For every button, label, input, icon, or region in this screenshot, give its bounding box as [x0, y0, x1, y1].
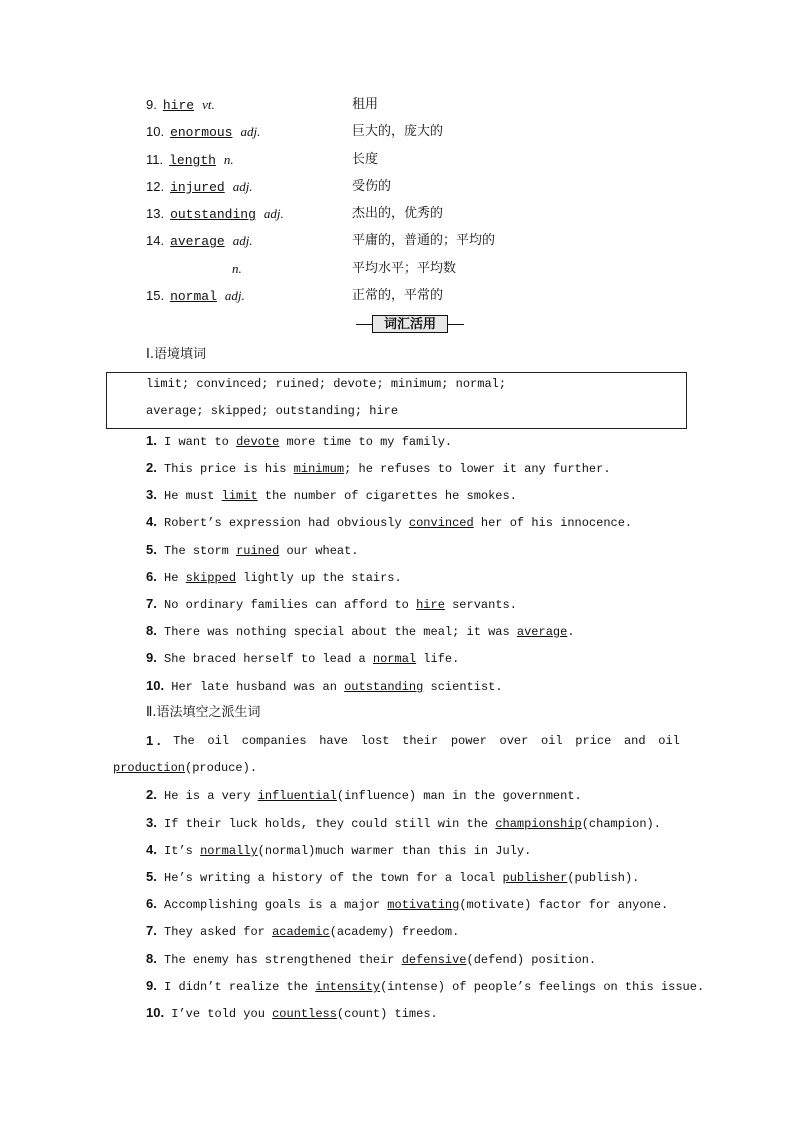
sentence-item	[146, 458, 611, 478]
item-number: 4.	[146, 514, 157, 529]
vocab-pos: adj.	[224, 288, 245, 303]
banner-line-left	[356, 324, 372, 325]
answer-word: skipped	[185, 571, 237, 585]
vocab-number: 13.	[146, 206, 165, 221]
sentence-item	[146, 949, 596, 969]
sentence-pre: He is a very	[164, 789, 258, 803]
item-number: 6.	[146, 569, 157, 584]
sentence-post: more time to my family.	[279, 435, 453, 449]
sentence-item	[146, 512, 632, 532]
answer-word: ruined	[236, 544, 280, 558]
sentence-item	[146, 785, 582, 805]
vocab-number: 14.	[146, 233, 165, 248]
section-banner	[356, 315, 464, 333]
sentence-pre: This price is his	[164, 462, 294, 476]
item-number: 2.	[146, 787, 157, 802]
item-number: 6.	[146, 896, 157, 911]
vocab-word: hire	[162, 98, 195, 113]
sentence-pre: No ordinary families can afford to	[164, 598, 417, 612]
vocab-pos: adj.	[263, 206, 284, 221]
answer-word: average	[516, 625, 568, 639]
vocab-row	[146, 95, 379, 115]
vocab-meaning: 租用	[352, 97, 379, 112]
item-number: 1.	[146, 433, 157, 448]
vocab-number: 12.	[146, 179, 165, 194]
answer-word: intensity	[315, 980, 381, 994]
vocab-number: 9.	[146, 97, 157, 112]
sentence-item	[146, 621, 575, 641]
sentence-item	[146, 1003, 438, 1023]
vocab-meaning: 平庸的，普通的；平均的	[352, 233, 496, 248]
vocab-meaning: 杰出的，优秀的	[352, 206, 444, 221]
sentence-pre: If their luck holds, they could still win the	[164, 817, 496, 831]
item-number: 9.	[146, 978, 157, 993]
sentence-pre: Robert’s expression had obviously	[164, 516, 409, 530]
item-number: 5.	[146, 542, 157, 557]
sentence-post: (publish).	[567, 871, 640, 885]
sentence-pre: He	[164, 571, 186, 585]
sentence-item	[146, 813, 661, 833]
vocab-row	[146, 204, 444, 224]
sentence-post: (champion).	[581, 817, 661, 831]
sentence-pre: They asked for	[164, 925, 273, 939]
answer-word: motivating	[387, 898, 460, 912]
item-number: 3.	[146, 815, 157, 830]
item-number: 10.	[146, 1005, 165, 1020]
sentence-pre: There was nothing special about the meal; it was	[164, 625, 517, 639]
vocab-pos: n.	[223, 152, 234, 167]
sentence-post: (intense) of people’s feelings on this issue.	[380, 980, 705, 994]
answer-word: academic	[272, 925, 330, 939]
part2-heading: Ⅱ.语法填空之派生词	[146, 705, 261, 720]
word: their	[402, 734, 439, 748]
sentence-item	[146, 921, 459, 941]
word-bank-box	[106, 372, 687, 429]
vocab-meaning: 巨大的，庞大的	[352, 124, 444, 139]
sentence-post: lightly up the stairs.	[236, 571, 402, 585]
sentence-pre: It’s	[164, 844, 201, 858]
sentence-post: (produce).	[185, 761, 258, 775]
word: over	[499, 734, 529, 748]
answer-word: outstanding	[344, 680, 424, 694]
answer-word: production	[113, 761, 186, 775]
sentence-post: (influence) man in the government.	[336, 789, 582, 803]
word: companies	[241, 734, 307, 748]
word: oil	[541, 734, 563, 748]
sentence-post: life.	[416, 652, 460, 666]
answer-word: defensive	[401, 953, 467, 967]
item-number: 4.	[146, 842, 157, 857]
word: power	[450, 734, 487, 748]
vocab-pos: adj.	[232, 179, 253, 194]
answer-word: normally	[200, 844, 258, 858]
vocab-row	[146, 259, 457, 279]
word: oil	[207, 734, 230, 748]
vocab-meaning: 正常的，平常的	[352, 288, 444, 303]
vocab-meaning: 平均水平；平均数	[352, 261, 457, 276]
vocab-pos: vt.	[202, 97, 215, 112]
vocab-word: average	[170, 234, 225, 249]
vocab-number: 15.	[146, 288, 165, 303]
item-number: 9.	[146, 650, 157, 665]
word: price	[575, 734, 612, 748]
sentence-item	[146, 648, 459, 668]
vocab-row	[146, 286, 444, 306]
vocab-number: 11.	[146, 152, 164, 167]
vocab-pos: n.	[232, 261, 242, 276]
vocab-number: 10.	[146, 124, 165, 139]
sentence-pre: He must	[164, 489, 222, 503]
sentence-item	[146, 840, 531, 860]
sentence-post: (count) times.	[336, 1007, 438, 1021]
word-bank-line: limit; convinced; ruined; devote; minimum; normal;	[146, 377, 507, 391]
answer-word: devote	[236, 435, 280, 449]
item-number: 7.	[146, 923, 157, 938]
sentence-post: the number of cigarettes he smokes.	[257, 489, 517, 503]
item-number: 1 .	[146, 733, 161, 748]
vocab-row	[146, 122, 444, 142]
sentence-post: (normal)much warmer than this in July.	[257, 844, 532, 858]
vocab-word: injured	[170, 180, 225, 195]
sentence-item	[146, 431, 452, 451]
wrapped-line	[113, 758, 257, 778]
answer-word: normal	[372, 652, 417, 666]
vocab-word: length	[169, 153, 216, 168]
sentence-post: her of his innocence.	[473, 516, 633, 530]
sentence-post: (motivate) factor for anyone.	[459, 898, 669, 912]
word: lost	[360, 734, 390, 748]
vocab-row	[146, 177, 392, 197]
sentence-item	[146, 540, 359, 560]
item-number: 8.	[146, 951, 157, 966]
part1-heading: Ⅰ.语境填词	[146, 347, 206, 362]
sentence-pre: He’s writing a history of the town for a local	[164, 871, 503, 885]
answer-word: influential	[257, 789, 337, 803]
justified-line	[146, 731, 680, 751]
sentence-pre: I’ve told you	[171, 1007, 273, 1021]
vocab-word: enormous	[170, 125, 233, 140]
sentence-item	[146, 867, 639, 887]
answer-word: minimum	[293, 462, 345, 476]
item-number: 7.	[146, 596, 157, 611]
sentence-post: .	[567, 625, 575, 639]
sentence-post: (academy) freedom.	[329, 925, 460, 939]
sentence-item	[146, 894, 668, 914]
sentence-pre: I didn’t realize the	[164, 980, 316, 994]
word: oil	[658, 734, 680, 748]
banner-line-right	[448, 324, 464, 325]
word: have	[319, 734, 348, 748]
sentence-post: servants.	[444, 598, 517, 612]
word-bank-line: average; skipped; outstanding; hire	[146, 404, 399, 418]
vocab-word: outstanding	[170, 207, 256, 222]
sentence-pre: She braced herself to lead a	[164, 652, 373, 666]
item-number: 3.	[146, 487, 157, 502]
sentence-item	[146, 676, 503, 696]
sentence-pre: The storm	[164, 544, 237, 558]
vocab-pos: adj.	[240, 124, 261, 139]
vocab-pos: adj.	[232, 233, 253, 248]
vocab-meaning: 受伤的	[352, 179, 392, 194]
answer-word: publisher	[502, 871, 568, 885]
vocab-meaning: 长度	[352, 152, 379, 167]
item-number: 8.	[146, 623, 157, 638]
sentence-item	[146, 567, 402, 587]
word: and	[623, 734, 646, 748]
item-number: 10.	[146, 678, 165, 693]
vocab-row	[146, 231, 496, 251]
answer-word: hire	[416, 598, 445, 612]
sentence-item	[146, 485, 517, 505]
section-title: 词汇活用	[372, 315, 448, 333]
word: The	[173, 734, 195, 748]
vocab-word: normal	[170, 289, 217, 304]
answer-word: countless	[272, 1007, 337, 1021]
item-number: 5.	[146, 869, 157, 884]
sentence-pre: Accomplishing goals is a major	[164, 898, 388, 912]
answer-word: championship	[495, 817, 582, 831]
sentence-post: our wheat.	[279, 544, 359, 558]
sentence-pre: The enemy has strengthened their	[164, 953, 402, 967]
vocab-row	[146, 150, 379, 170]
answer-word: limit	[221, 489, 258, 503]
sentence-post: scientist.	[423, 680, 503, 694]
sentence-post: (defend) position.	[466, 953, 597, 967]
sentence-item	[146, 594, 517, 614]
sentence-pre: Her late husband was an	[171, 680, 345, 694]
sentence-post: ; he refuses to lower it any further.	[344, 462, 611, 476]
sentence-pre: I want to	[164, 435, 237, 449]
answer-word: convinced	[408, 516, 474, 530]
sentence-item	[146, 976, 704, 996]
item-number: 2.	[146, 460, 157, 475]
